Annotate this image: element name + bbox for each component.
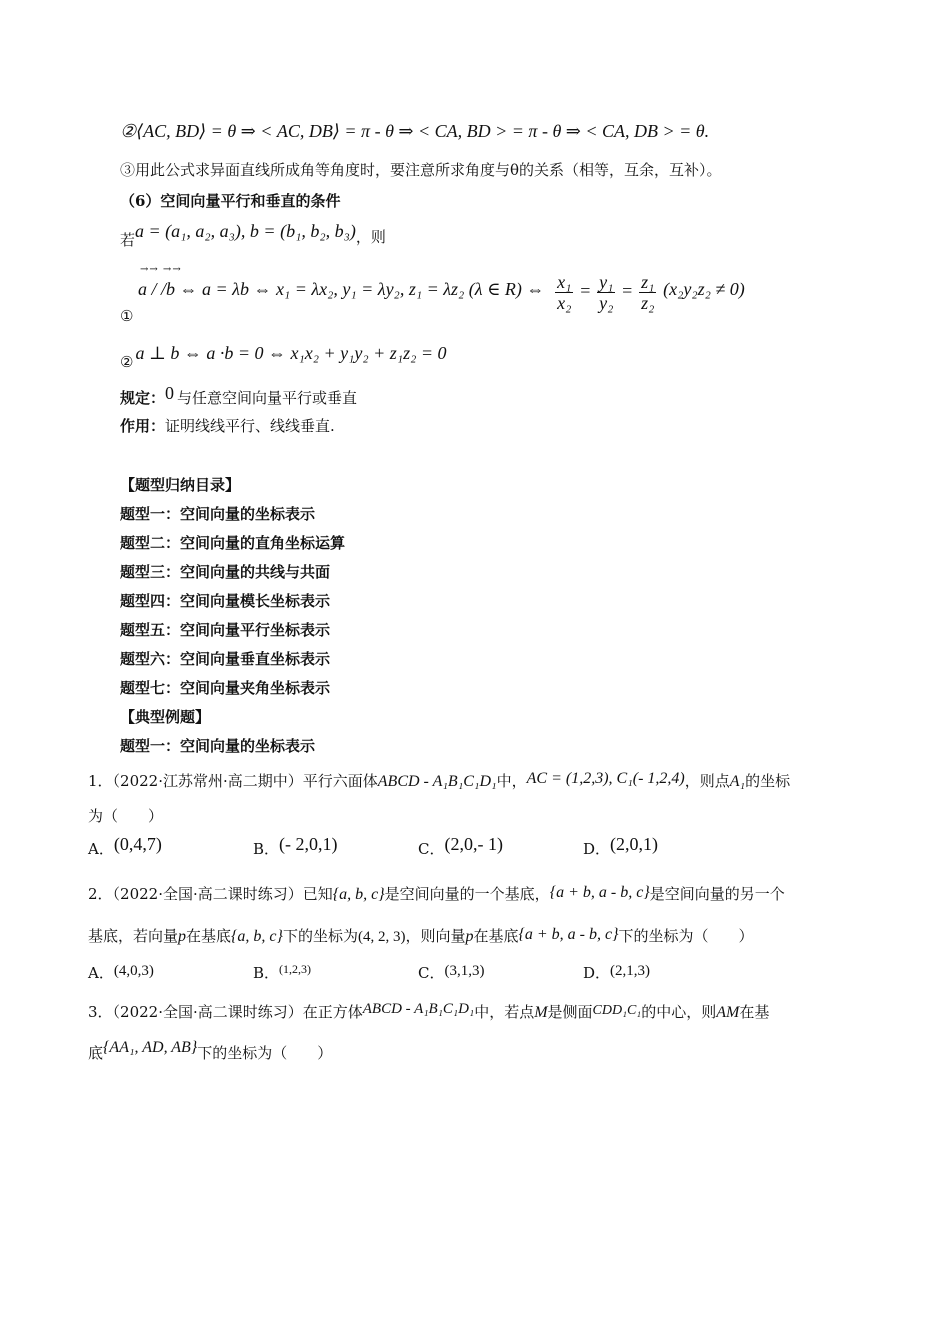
vector-definition-line	[120, 221, 386, 251]
vector-definition-formula: a = (a₁, a₂, a₃), b = (b₁, b₂, b₃)	[135, 221, 356, 241]
parallel-condition-formula: a / /b ⇔ a = λb ⇔ x₁ = λx₂, y₁ = λy₂, z₁ = λz₂ (λ ∈ R) ⇔	[138, 278, 545, 299]
usage-label: 作用：	[120, 417, 166, 435]
question-1-option-b[interactable]: B．(- 2,0,1)	[253, 834, 338, 858]
question-1-line-1: 1．（2022·江苏常州·高二期中）平行六面体ABCD - A₁B₁C₁D₁中，AC = (1,2,3), C₁(- 1,2,4)，则点A₁的坐标	[88, 770, 791, 790]
question-1-option-a[interactable]: A．(0,4,7)	[88, 834, 162, 858]
question-3-line-1: 3．（2022·全国·高二课时练习）在正方体ABCD - A₁B₁C₁D₁中，若点M是侧面CDD₁C₁的中心，则AM在基	[88, 1001, 770, 1021]
catalog-item-1: 题型一：空间向量的坐标表示	[120, 505, 316, 523]
question-2-line-1: 2．（2022·全国·高二课时练习）已知{a, b, c}是空间向量的一个基底，{a + b, a - b, c}是空间向量的另一个	[88, 884, 785, 903]
rule-label: 规定：	[120, 389, 166, 407]
examples-subtitle: 题型一：空间向量的坐标表示	[120, 737, 316, 755]
question-2-line-2: 基底，若向量p在基底{a, b, c}下的坐标为(4, 2, 3)，则向量p在基底{a + b, a - b, c}下的坐标为（ ）	[88, 926, 754, 945]
question-1-option-d[interactable]: D．(2,0,1)	[583, 834, 659, 858]
note-text: ③用此公式求异面直线所成角等角度时，要注意所求角度与θ的关系（相等，互余，互补）。	[120, 161, 722, 179]
question-2-option-d[interactable]: D．(2,1,3)	[583, 963, 651, 982]
fraction-x: $\frac{\text{x₁}}{\text{x₂}}$	[557, 272, 572, 313]
catalog-item-5: 题型五：空间向量平行坐标表示	[120, 621, 331, 639]
vector-arrows: →→ →→	[140, 264, 182, 275]
usage-line	[120, 415, 335, 437]
catalog-title: 【题型归纳目录】	[120, 476, 241, 494]
section-heading	[120, 190, 340, 212]
question-1-line-2: 为（ ）	[88, 807, 164, 825]
perpendicular-condition-formula: a ⊥ b ⇔ a ·b = 0 ⇔ x₁x₂ + y₁y₂ + z₁z₂ = 0	[135, 343, 447, 363]
parallel-condition-line: a / /b ⇔ a = λb ⇔ x₁ = λx₂, y₁ = λy₂, z₁ = λz₂ (λ ∈ R) ⇔ $\frac{\text{x₁}}{\text{x₂}}$ = $\frac{\text{y₁}}{\text{y₂}}$ = $\frac{\text{z₁}}{\text{z₂}}$ (x₂y₂z₂ ≠ 0)	[138, 272, 745, 313]
then-word: ，则	[355, 228, 386, 246]
perpendicular-condition-line	[120, 343, 447, 371]
catalog-item-4: 题型四：空间向量模长坐标表示	[120, 592, 331, 610]
fraction-y: $\frac{\text{y₁}}{\text{y₂}}$	[599, 272, 614, 313]
nonzero-condition: (x₂y₂z₂ ≠ 0)	[663, 278, 745, 299]
catalog-item-7: 题型七：空间向量夹角坐标表示	[120, 679, 331, 697]
rule-text: 与任意空间向量平行或垂直	[177, 389, 358, 407]
note-line	[120, 159, 722, 181]
fraction-z: $\frac{\text{z₁}}{\text{z₂}}$	[641, 272, 655, 313]
question-1-option-c[interactable]: C．(2,0,- 1)	[418, 834, 503, 858]
catalog-item-6: 题型六：空间向量垂直坐标表示	[120, 650, 331, 668]
examples-title: 【典型例题】	[120, 708, 211, 726]
rule-line	[120, 383, 358, 409]
zero-vector: 0	[165, 383, 175, 403]
catalog-item-3: 题型三：空间向量的共线与共面	[120, 563, 331, 581]
question-3-line-2: 底{AA₁, AD, AB}下的坐标为（ ）	[88, 1039, 333, 1062]
usage-text: 证明线线平行、线线垂直.	[165, 417, 335, 435]
question-2-option-a[interactable]: A．(4,0,3)	[88, 963, 154, 982]
if-word: 若	[120, 231, 136, 249]
angle-relation-formula: ②⟨AC, BD⟩ = θ ⇒ < AC, DB⟩ = π - θ ⇒ < CA, BD > = π - θ ⇒ < CA, DB > = θ.	[120, 121, 710, 141]
item-marker-one: ①	[120, 307, 134, 325]
angle-relation-line	[120, 120, 709, 143]
section-heading-text: （6）空间向量平行和垂直的条件	[120, 192, 341, 210]
catalog-item-2: 题型二：空间向量的直角坐标运算	[120, 534, 346, 552]
question-2-option-b[interactable]: B．$^{(1,2,3)}$	[253, 962, 312, 982]
question-2-option-c[interactable]: C．(3,1,3)	[418, 963, 485, 982]
item-marker-two: ②	[120, 353, 134, 371]
